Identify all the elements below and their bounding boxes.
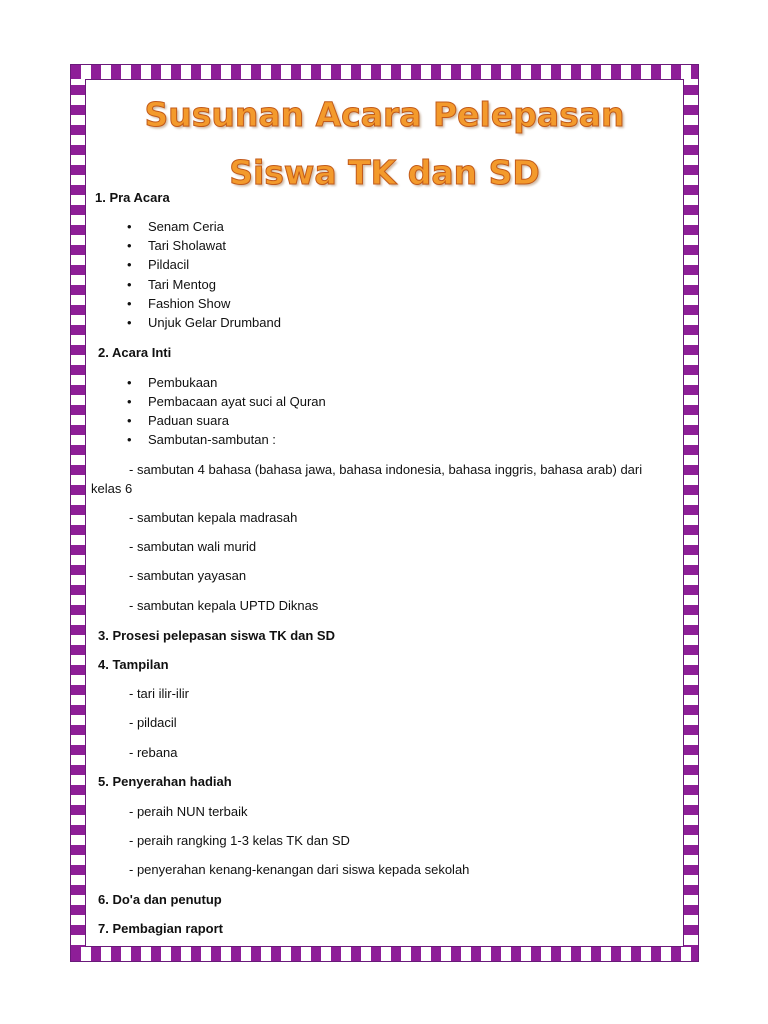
section-heading-penyerahan-hadiah: 5. Penyerahan hadiah [98,774,232,789]
list-item: • Pembacaan ayat suci al Quran [148,394,326,410]
list-item: - sambutan yayasan [129,568,247,583]
list-item: - penyerahan kenang-kenangan dari siswa kepada sekolah [129,862,470,877]
list-item: • Paduan suara [148,413,229,429]
list-item: - sambutan kepala UPTD Diknas [129,598,319,613]
list-item: • Sambutan-sambutan : [148,432,276,448]
list-item: - rebana [129,745,178,760]
list-item: • Pembukaan [148,375,217,391]
list-item: • Pildacil [148,257,189,273]
section-heading-pembagian-raport: 7. Pembagian raport [98,921,223,936]
list-item: • Tari Sholawat [148,238,226,254]
section-heading-acara-inti: 2. Acara Inti [98,345,172,360]
section-heading-pra-acara: 1. Pra Acara [95,190,170,205]
list-item: • Unjuk Gelar Drumband [148,315,281,331]
list-item-continuation: kelas 6 [91,481,133,496]
list-item: • Tari Mentog [148,277,216,293]
title-line-2: Siswa TK dan SD [229,153,540,192]
section-heading-doa-penutup: 6. Do'a dan penutup [98,892,222,907]
section-heading-tampilan: 4. Tampilan [98,657,169,672]
list-item: - peraih rangking 1-3 kelas TK dan SD [129,833,350,848]
list-item: - tari ilir-ilir [129,686,189,701]
list-item: - sambutan wali murid [129,539,257,554]
list-item: - sambutan kepala madrasah [129,510,298,525]
page-title [85,86,684,202]
list-item: - pildacil [129,715,177,730]
title-line-1: Susunan Acara Pelepasan [144,95,625,134]
list-item: • Senam Ceria [148,219,224,235]
list-item: - peraih NUN terbaik [129,804,248,819]
list-item: - sambutan 4 bahasa (bahasa jawa, bahasa indonesia, bahasa inggris, bahasa arab) dari [129,462,643,477]
section-heading-prosesi: 3. Prosesi pelepasan siswa TK dan SD [98,628,335,643]
list-item: • Fashion Show [148,296,230,312]
